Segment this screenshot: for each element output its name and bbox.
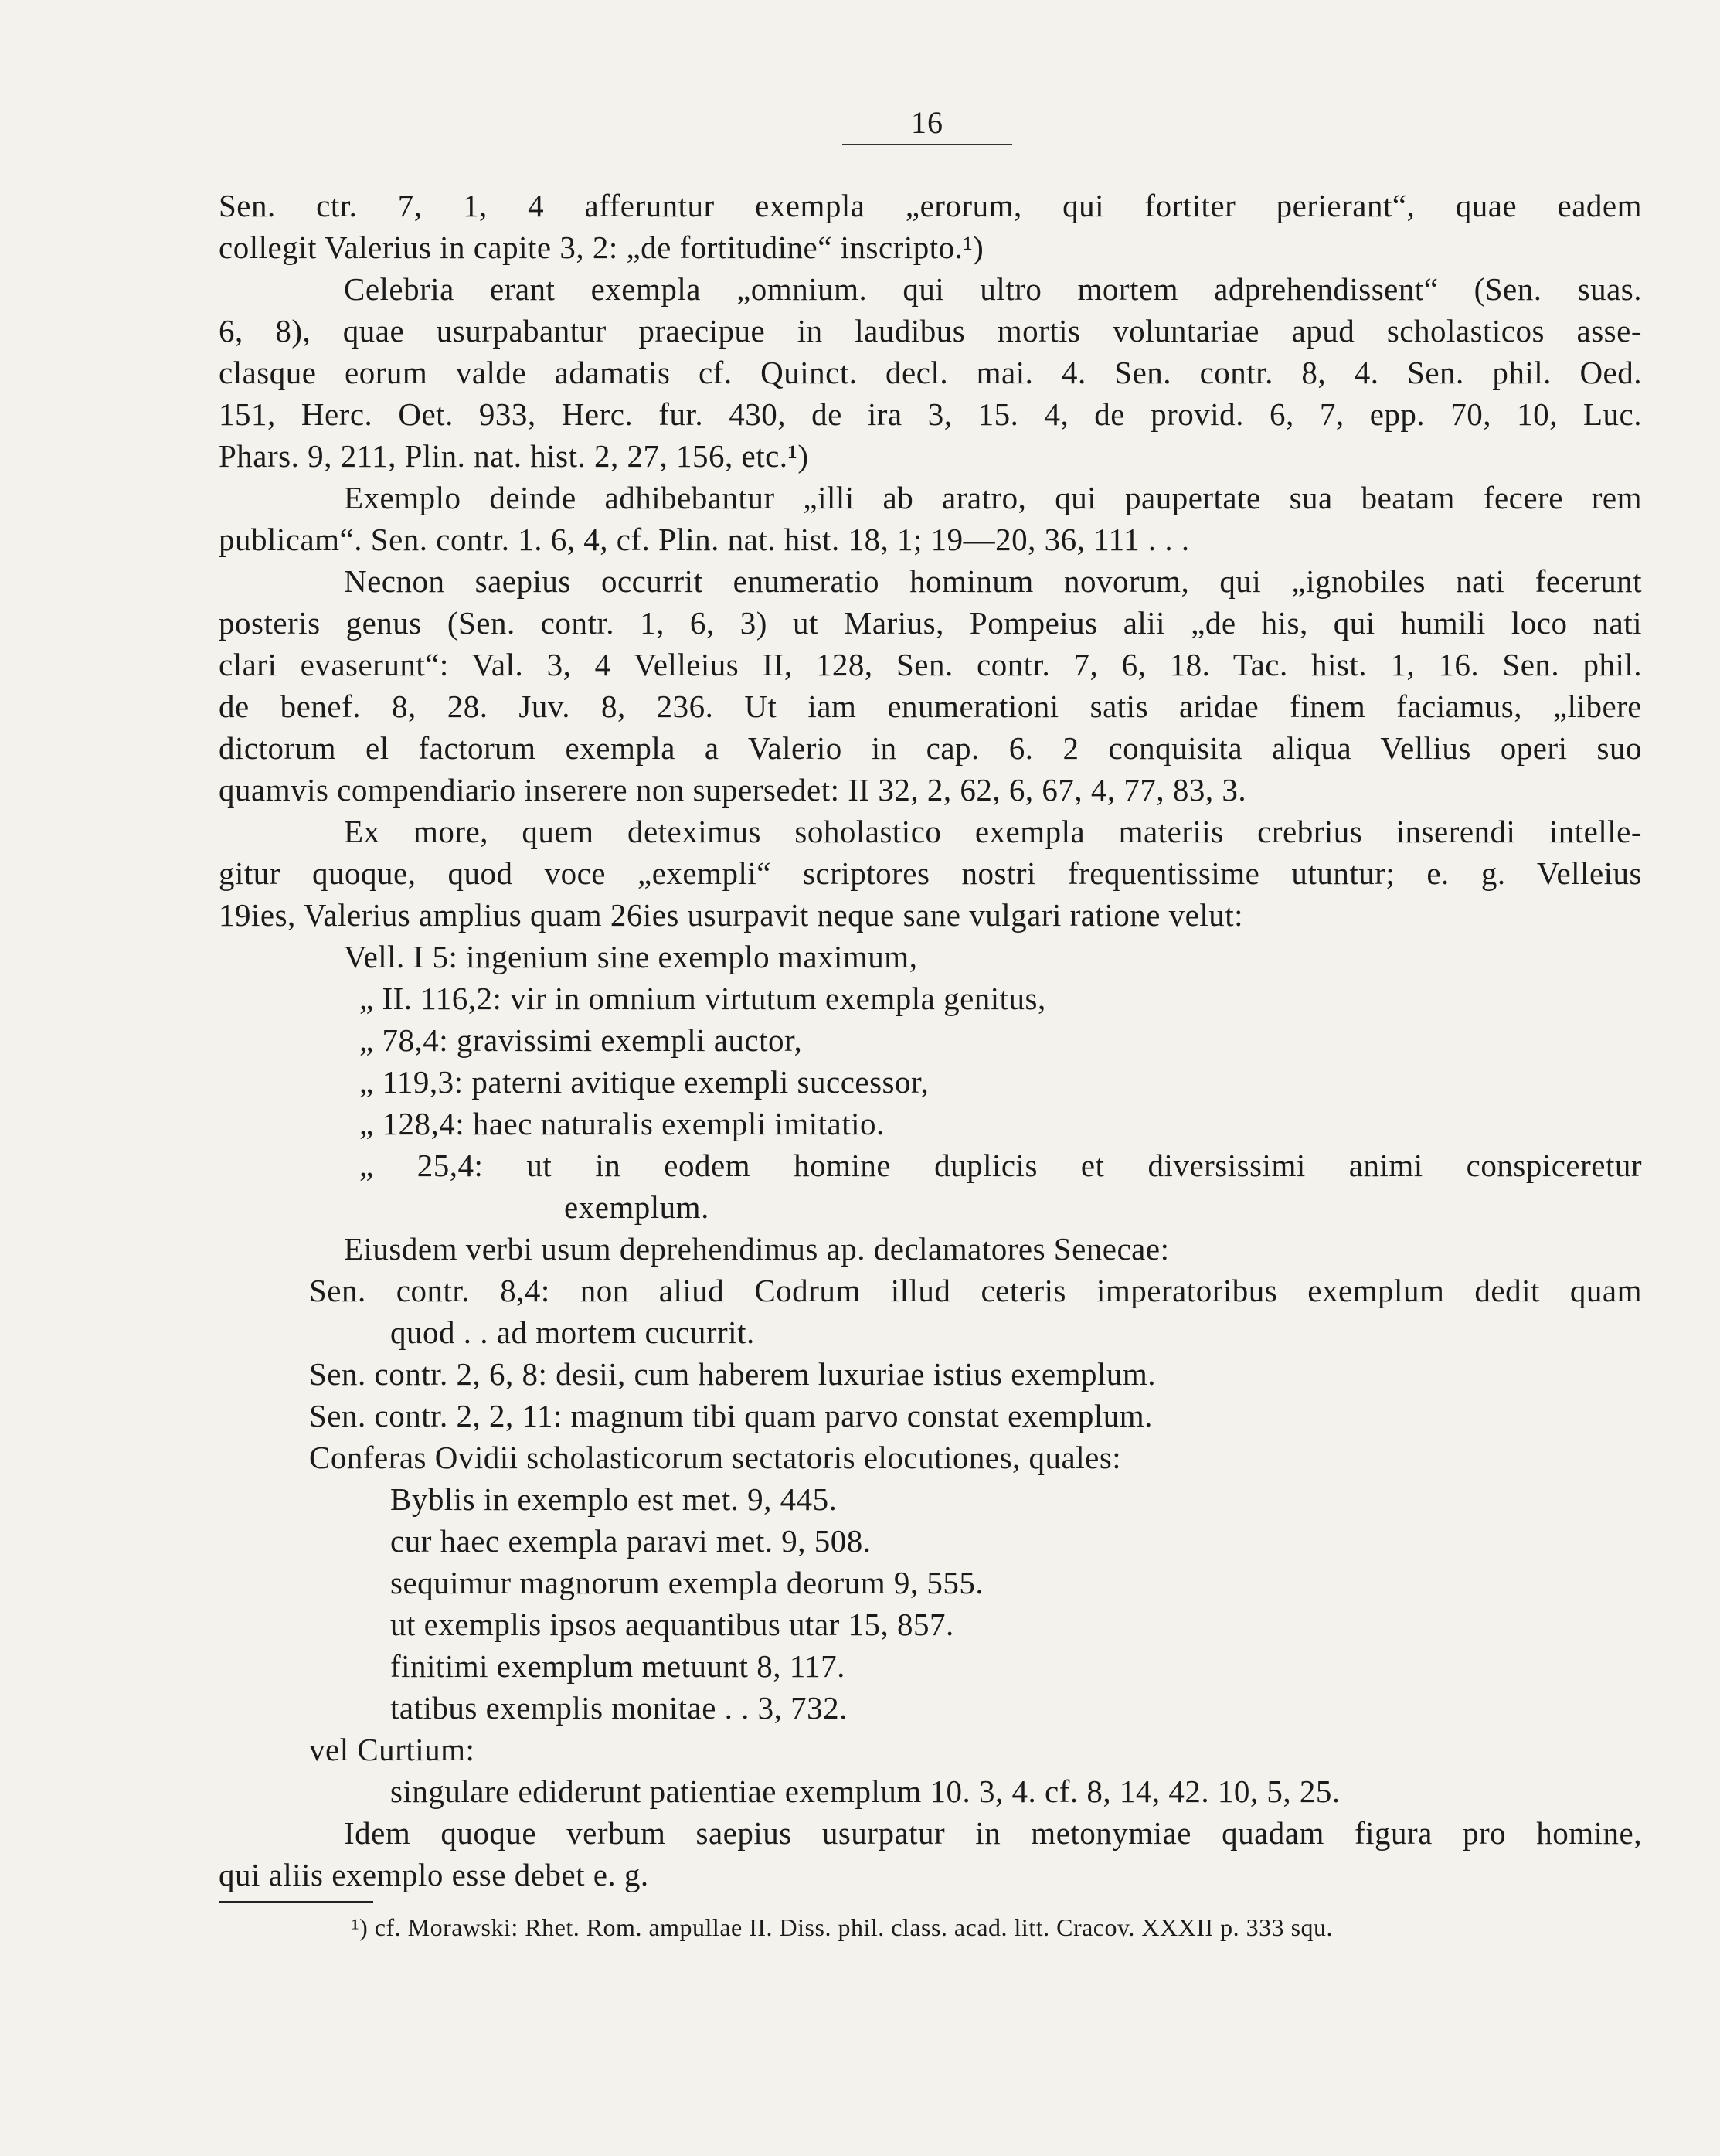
text-line: Idem quoque verbum saepius usurpatur in metonymiae quadam figura pro homine,	[344, 1815, 1642, 1851]
text-line: clari evaserunt“: Val. 3, 4 Velleius II, 128, Sen. contr. 7, 6, 18. Tac. hist. 1, 16. Sen. phil.	[219, 647, 1642, 682]
quote-line: „ II. 116,2: vir in omnium virtutum exempla genitus,	[359, 981, 1046, 1016]
page-number-rule	[842, 144, 1012, 145]
text-line: qui aliis exemplo esse debet e. g.	[219, 1857, 649, 1892]
text-line: 19ies, Valerius amplius quam 26ies usurpavit neque sane vulgari ratione velut:	[219, 897, 1244, 933]
quote-line: tatibus exemplis monitae . . 3, 732.	[390, 1690, 848, 1726]
text-line: Phars. 9, 211, Plin. nat. hist. 2, 27, 156, etc.¹)	[219, 438, 809, 474]
text-line: gitur quoque, quod voce „exempli“ scriptores nostri frequentissime utuntur; e. g. Velleius	[219, 855, 1642, 891]
quote-line: „ 25,4: ut in eodem homine duplicis et diversissimi animi conspiceretur	[359, 1148, 1642, 1183]
footnote-rule	[219, 1901, 373, 1903]
text-line: dictorum el factorum exempla a Valerio in cap. 6. 2 conquisita aliqua Vellius operi suo	[219, 730, 1642, 766]
quote-line: „ 78,4: gravissimi exempli auctor,	[359, 1022, 803, 1058]
quote-line: Byblis in exemplo est met. 9, 445.	[390, 1481, 838, 1517]
text-line: vel Curtium:	[309, 1732, 475, 1767]
footnote: ¹) cf. Morawski: Rhet. Rom. ampullae II. Diss. phil. class. acad. litt. Cracov. XXXII p. 333 squ.	[352, 1913, 1334, 1941]
quote-line: Vell. I 5: ingenium sine exemplo maximum,	[344, 939, 918, 974]
quote-line: finitimi exemplum metuunt 8, 117.	[390, 1648, 845, 1684]
text-line: Ex more, quem deteximus soholastico exempla materiis crebrius inserendi intelle-	[344, 814, 1642, 849]
text-line: posteris genus (Sen. contr. 1, 6, 3) ut Marius, Pompeius alii „de his, qui humili loco nati	[219, 605, 1642, 641]
text-line: quamvis compendiario inserere non supersedet: II 32, 2, 62, 6, 67, 4, 77, 83, 3.	[219, 772, 1247, 808]
text-line: Necnon saepius occurrit enumeratio hominum novorum, qui „ignobiles nati fecerunt	[344, 563, 1642, 599]
text-line: Eiusdem verbi usum deprehendimus ap. declamatores Senecae:	[344, 1231, 1170, 1267]
text-line: Conferas Ovidii scholasticorum sectatoris elocutiones, quales:	[309, 1440, 1122, 1475]
quote-line: singulare ediderunt patientiae exemplum 10. 3, 4. cf. 8, 14, 42. 10, 5, 25.	[390, 1773, 1341, 1809]
quote-line: quod . . ad mortem cucurrit.	[390, 1314, 755, 1350]
text-line: Celebria erant exempla „omnium. qui ultro mortem adprehendissent“ (Sen. suas.	[344, 271, 1642, 307]
text-line: collegit Valerius in capite 3, 2: „de fortitudine“ inscripto.¹)	[219, 230, 984, 265]
text-line: 151, Herc. Oet. 933, Herc. fur. 430, de ira 3, 15. 4, de provid. 6, 7, epp. 70, 10, Luc.	[219, 396, 1642, 432]
quote-line: „ 128,4: haec naturalis exempli imitatio.	[359, 1106, 885, 1141]
quote-line: Sen. contr. 8,4: non aliud Codrum illud ceteris imperatoribus exemplum dedit quam	[309, 1273, 1642, 1308]
quote-line: ut exemplis ipsos aequantibus utar 15, 857.	[390, 1607, 954, 1642]
quote-line: „ 119,3: paterni avitique exempli successor,	[359, 1064, 930, 1100]
quote-line: sequimur magnorum exempla deorum 9, 555.	[390, 1565, 984, 1600]
text-line: 6, 8), quae usurpabantur praecipue in laudibus mortis voluntariae apud scholasticos asse-	[219, 313, 1642, 349]
quote-line: Sen. contr. 2, 6, 8: desii, cum haberem luxuriae istius exemplum.	[309, 1356, 1157, 1392]
quote-line: cur haec exempla paravi met. 9, 508.	[390, 1523, 872, 1559]
text-line: de benef. 8, 28. Juv. 8, 236. Ut iam enumerationi satis aridae finem faciamus, „libere	[219, 689, 1642, 724]
text-line: Sen. ctr. 7, 1, 4 afferuntur exempla „erorum, qui fortiter perierant“, quae eadem	[219, 188, 1642, 223]
text-line: clasque eorum valde adamatis cf. Quinct. decl. mai. 4. Sen. contr. 8, 4. Sen. phil. Oed.	[219, 355, 1642, 390]
quote-line: Sen. contr. 2, 2, 11: magnum tibi quam parvo constat exemplum.	[309, 1398, 1153, 1433]
text-line: publicam“. Sen. contr. 1. 6, 4, cf. Plin. nat. hist. 18, 1; 19—20, 36, 111 . . .	[219, 522, 1190, 557]
page-number: 16	[911, 105, 943, 140]
text-line: Exemplo deinde adhibebantur „illi ab aratro, qui paupertate sua beatam fecere rem	[344, 480, 1642, 515]
quote-line: exemplum.	[564, 1189, 709, 1225]
